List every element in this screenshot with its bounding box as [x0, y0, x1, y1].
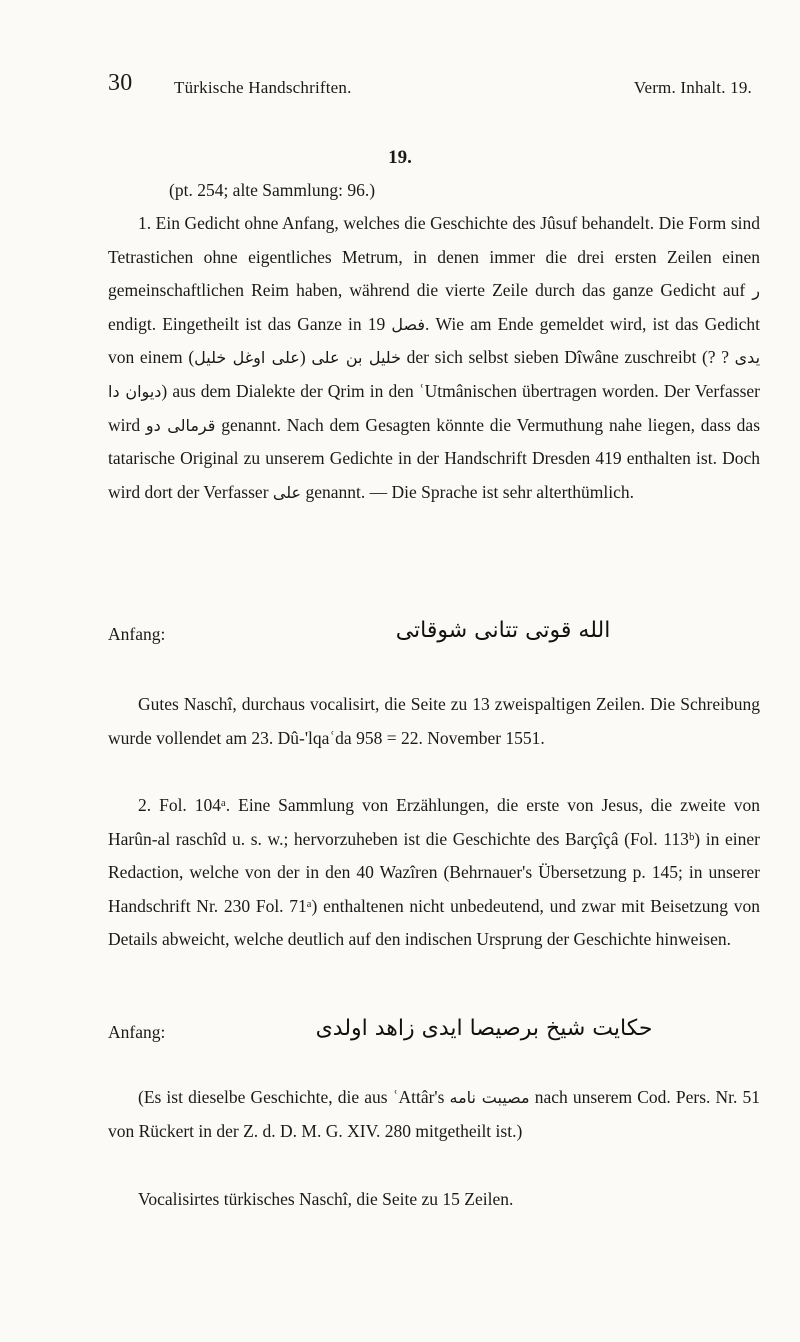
paragraph-4: Vocalisirtes türkisches Naschî, die Seite zu 15 Zeilen.	[138, 1189, 514, 1209]
anfang-label: Anfang:	[108, 624, 166, 644]
paragraph-1	[108, 207, 760, 509]
anfang-label-2: Anfang:	[108, 1022, 166, 1042]
running-header	[108, 70, 752, 98]
arabic-run: خلیل بن علی	[311, 348, 401, 368]
reference-line: (pt. 254; alte Sammlung: 96.)	[169, 180, 376, 200]
text-run: (Es ist dieselbe Geschichte, die aus ʿAttâr's	[138, 1087, 445, 1107]
arabic-run: فصل	[391, 314, 426, 334]
arabic-run: علی	[272, 482, 302, 502]
text-run: (	[299, 347, 306, 368]
arabic-run: ر	[752, 281, 761, 301]
header-title: Türkische Handschriften.	[174, 78, 352, 97]
text-run: ) der sich selbst sieben Dîwâne zuschreibt (? ?	[188, 347, 729, 368]
text-run: endigt. Eingetheilt ist das Ganze in 19	[108, 313, 386, 334]
page-number: 30	[108, 70, 133, 96]
arabic-run: مصیبت نامه	[449, 1088, 530, 1107]
paragraph-2: 2. Fol. 104ᵃ. Eine Sammlung von Erzählungen, die erste von Jesus, die zweite von Harûn-al raschîd u. s. w.; hervorzuheben ist die Geschichte des Barçîçâ (Fol. 113ᵇ) in einer Redaction, welche von der in den 40 Wazîren (Behrnauer's Übersetzung p. 145; in unserer Handschrift Nr. 230 Fol. 71ᵃ) enthaltenen nicht unbedeutend, und zwar mit Beisetzung von Details abweicht, welche deutlich auf den indischen Ursprung der Geschichte hinweisen.	[108, 795, 760, 950]
text-run: genannt. Nach dem Gesagten könnte die Vermuthung nahe liegen, dass das tatarische Original zu unserem Gedichte in der Handschrift Dresden 419 enthalten ist. Doch wird dort der Verfasser	[108, 414, 761, 502]
arabic-run: یدی دیوان دا	[108, 348, 761, 401]
paragraph-3	[108, 1081, 760, 1148]
entry-number: 19.	[388, 147, 412, 168]
arabic-run: قرمالی دو	[145, 415, 216, 435]
text-run: genannt. — Die Sprache ist sehr alterthümlich.	[305, 481, 634, 502]
anfang-arabic: الله قوتی تتانی شوقاتی	[395, 618, 611, 643]
paragraph-description: Gutes Naschî, durchaus vocalisirt, die Seite zu 13 zweispaltigen Zeilen. Die Schreibung wurde vollendet am 23. Dû-'lqaʿda 958 = 22. November 1551.	[108, 694, 760, 748]
text-run: nach unserem Cod. Pers. Nr. 51 von Rückert in der Z. d. D. M. G. XIV. 280 mitgetheilt ist.)	[108, 1087, 761, 1141]
anfang-arabic-2: حکایت شیخ برصیصا ایدی زاهد اولدی	[315, 1016, 653, 1041]
header-section: Verm. Inhalt. 19.	[633, 78, 752, 97]
text-run: ) aus dem Dialekte der Qrim in den ʿUtmânischen übertragen worden. Der Verfasser wird	[108, 380, 760, 435]
arabic-run: علی اوغل خلیل	[194, 348, 300, 368]
text-run: . Wie am Ende gemeldet wird, ist das Gedicht von einem	[108, 313, 760, 368]
text-run: 1. Ein Gedicht ohne Anfang, welches die Geschichte des Jûsuf behandelt. Die Form sind Tetrastichen ohne eigentliches Metrum, in denen immer die drei ersten Zeilen einen gemeinschaftlichen Reim haben, während die vierte Zeile durch das ganze Gedicht auf	[108, 213, 760, 301]
